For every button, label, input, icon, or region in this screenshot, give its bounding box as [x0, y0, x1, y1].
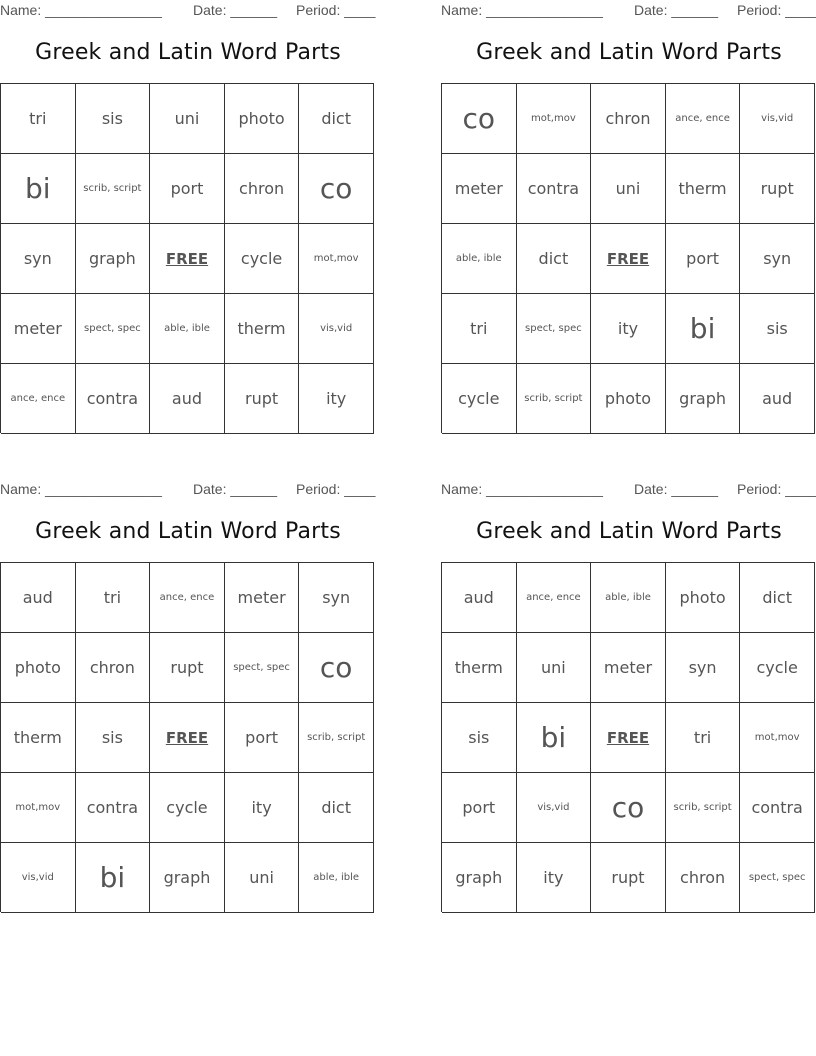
- bingo-cell: scrib, script: [517, 364, 592, 434]
- bingo-cell: co: [299, 633, 374, 703]
- bingo-cell: aud: [740, 364, 815, 434]
- date-field: Date: ______: [193, 481, 278, 497]
- bingo-cell: able, ible: [150, 294, 225, 364]
- bingo-cell: photo: [591, 364, 666, 434]
- bingo-cell: meter: [591, 633, 666, 703]
- bingo-cell: photo: [225, 84, 300, 154]
- card-header: [0, 479, 376, 501]
- free-space: FREE: [150, 703, 225, 773]
- bingo-cell: therm: [666, 154, 741, 224]
- bingo-cell: mot,mov: [1, 773, 76, 843]
- bingo-cell: rupt: [150, 633, 225, 703]
- bingo-cell: cycle: [740, 633, 815, 703]
- bingo-cell: tri: [1, 84, 76, 154]
- bingo-cell: photo: [1, 633, 76, 703]
- bingo-cell: uni: [225, 843, 300, 913]
- bingo-cell: meter: [442, 154, 517, 224]
- bingo-cell: tri: [76, 563, 151, 633]
- bingo-grid: [441, 83, 815, 433]
- bingo-cell: contra: [740, 773, 815, 843]
- bingo-cell: ity: [225, 773, 300, 843]
- bingo-cell: dict: [517, 224, 592, 294]
- bingo-cell: contra: [76, 773, 151, 843]
- bingo-cell: vis,vid: [1, 843, 76, 913]
- bingo-cell: syn: [299, 563, 374, 633]
- date-field: Date: ______: [634, 481, 719, 497]
- bingo-cell: syn: [666, 633, 741, 703]
- bingo-cell: therm: [225, 294, 300, 364]
- bingo-cell: ity: [591, 294, 666, 364]
- bingo-cell: graph: [442, 843, 517, 913]
- bingo-cell: cycle: [225, 224, 300, 294]
- name-field: Name: _______________: [441, 481, 603, 497]
- bingo-cell: sis: [76, 703, 151, 773]
- bingo-cell: aud: [442, 563, 517, 633]
- card-header: [0, 0, 376, 22]
- bingo-cell: ance, ence: [1, 364, 76, 434]
- bingo-cell: dict: [740, 563, 815, 633]
- name-field: Name: _______________: [441, 2, 603, 18]
- bingo-cell: graph: [666, 364, 741, 434]
- bingo-grid: [441, 562, 815, 912]
- bingo-cell: uni: [591, 154, 666, 224]
- period-field: Period: ____: [737, 481, 816, 497]
- bingo-cell: therm: [1, 703, 76, 773]
- bingo-cell: chron: [591, 84, 666, 154]
- bingo-cell: chron: [76, 633, 151, 703]
- card-title: Greek and Latin Word Parts: [35, 40, 341, 65]
- bingo-cell: ity: [517, 843, 592, 913]
- card-title: Greek and Latin Word Parts: [35, 519, 341, 544]
- bingo-cell: chron: [666, 843, 741, 913]
- bingo-cell: cycle: [150, 773, 225, 843]
- bingo-cell: aud: [150, 364, 225, 434]
- bingo-cell: co: [299, 154, 374, 224]
- bingo-cell: vis,vid: [740, 84, 815, 154]
- bingo-cell: syn: [1, 224, 76, 294]
- bingo-cell: mot,mov: [517, 84, 592, 154]
- card-title: Greek and Latin Word Parts: [476, 519, 782, 544]
- bingo-cell: ance, ence: [666, 84, 741, 154]
- bingo-cell: port: [225, 703, 300, 773]
- bingo-cell: scrib, script: [299, 703, 374, 773]
- bingo-cell: co: [591, 773, 666, 843]
- period-field: Period: ____: [296, 481, 376, 497]
- period-field: Period: ____: [296, 2, 376, 18]
- bingo-cell: able, ible: [591, 563, 666, 633]
- date-field: Date: ______: [193, 2, 278, 18]
- bingo-grid: [0, 83, 374, 433]
- bingo-cell: dict: [299, 84, 374, 154]
- card-header: [441, 0, 816, 22]
- bingo-cell: ance, ence: [517, 563, 592, 633]
- bingo-cell: graph: [76, 224, 151, 294]
- free-space: FREE: [591, 224, 666, 294]
- bingo-cell: rupt: [591, 843, 666, 913]
- bingo-cell: syn: [740, 224, 815, 294]
- bingo-cell: meter: [1, 294, 76, 364]
- bingo-cell: spect, spec: [76, 294, 151, 364]
- free-space: FREE: [150, 224, 225, 294]
- bingo-cell: vis,vid: [517, 773, 592, 843]
- bingo-cell: sis: [442, 703, 517, 773]
- bingo-cell: sis: [76, 84, 151, 154]
- bingo-cell: meter: [225, 563, 300, 633]
- bingo-cell: mot,mov: [299, 224, 374, 294]
- bingo-cell: rupt: [225, 364, 300, 434]
- bingo-cell: vis,vid: [299, 294, 374, 364]
- bingo-cell: uni: [517, 633, 592, 703]
- bingo-cell: spect, spec: [517, 294, 592, 364]
- free-space: FREE: [591, 703, 666, 773]
- bingo-cell: aud: [1, 563, 76, 633]
- bingo-cell: port: [442, 773, 517, 843]
- bingo-cell: bi: [517, 703, 592, 773]
- bingo-cell: uni: [150, 84, 225, 154]
- bingo-cell: port: [666, 224, 741, 294]
- bingo-cell: co: [442, 84, 517, 154]
- name-field: Name: _______________: [0, 2, 162, 18]
- card-header: [441, 479, 816, 501]
- bingo-cell: cycle: [442, 364, 517, 434]
- bingo-cell: scrib, script: [76, 154, 151, 224]
- period-field: Period: ____: [737, 2, 816, 18]
- bingo-grid: [0, 562, 374, 912]
- bingo-cell: port: [150, 154, 225, 224]
- bingo-cell: therm: [442, 633, 517, 703]
- bingo-cell: contra: [517, 154, 592, 224]
- bingo-cell: ity: [299, 364, 374, 434]
- name-field: Name: _______________: [0, 481, 162, 497]
- bingo-cell: able, ible: [442, 224, 517, 294]
- bingo-cell: tri: [442, 294, 517, 364]
- bingo-cell: graph: [150, 843, 225, 913]
- bingo-cell: contra: [76, 364, 151, 434]
- bingo-cell: dict: [299, 773, 374, 843]
- card-title: Greek and Latin Word Parts: [476, 40, 782, 65]
- bingo-cell: chron: [225, 154, 300, 224]
- bingo-cell: ance, ence: [150, 563, 225, 633]
- bingo-cell: rupt: [740, 154, 815, 224]
- bingo-cell: tri: [666, 703, 741, 773]
- bingo-cell: scrib, script: [666, 773, 741, 843]
- bingo-cell: bi: [666, 294, 741, 364]
- bingo-cell: spect, spec: [225, 633, 300, 703]
- bingo-cell: able, ible: [299, 843, 374, 913]
- bingo-cell: sis: [740, 294, 815, 364]
- bingo-cell: mot,mov: [740, 703, 815, 773]
- bingo-cell: bi: [1, 154, 76, 224]
- bingo-cell: spect, spec: [740, 843, 815, 913]
- bingo-cell: bi: [76, 843, 151, 913]
- date-field: Date: ______: [634, 2, 719, 18]
- bingo-cell: photo: [666, 563, 741, 633]
